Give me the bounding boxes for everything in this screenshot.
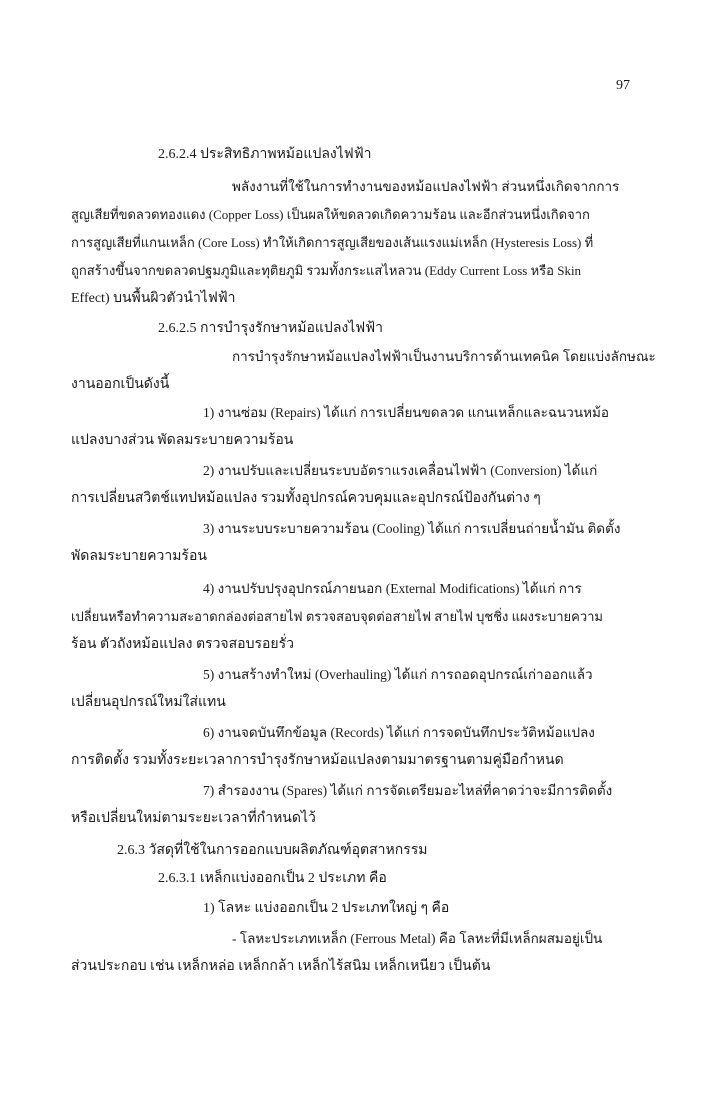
- list-item-1-continuation: แปลงบางส่วน พัดลมระบายความร้อน: [71, 433, 294, 448]
- list-item-4-continuation: เปลี่ยนหรือทำความสะอาดกล่องต่อสายไฟ ตรวจสอบจุดต่อสายไฟ สายไฟ บุชชิ่ง แผงระบายความ: [71, 609, 603, 624]
- heading-2-6-3-1: 2.6.3.1 เหล็กแบ่งออกเป็น 2 ประเภท คือ: [158, 871, 387, 886]
- list-item-5-continuation: เปลี่ยนอุปกรณ์ใหม่ใส่แทน: [71, 695, 226, 710]
- paragraph-line: Effect) บนพื้นผิวตัวนำไฟฟ้า: [71, 291, 236, 306]
- list-item-6: 6) งานจดบันทึกข้อมูล (Records) ได้แก่ การจดบันทึกประวัติหม้อแปลง: [203, 725, 595, 740]
- list-item-6-continuation: การติดตั้ง รวมทั้งระยะเวลาการบำรุงรักษาหม้อแปลงตามมาตรฐานตามคู่มือกำหนด: [71, 753, 564, 768]
- list-item-2: 2) งานปรับและเปลี่ยนระบบอัตราแรงเคลื่อนไฟฟ้า (Conversion) ได้แก่: [203, 463, 598, 478]
- list-item-2-continuation: การเปลี่ยนสวิตช์แทปหม้อแปลง รวมทั้งอุปกรณ์ควบคุมและอุปกรณ์ป้องกันต่าง ๆ: [71, 491, 541, 506]
- paragraph-line: การบำรุงรักษาหม้อแปลงไฟฟ้าเป็นงานบริการด้านเทคนิค โดยแบ่งลักษณะ: [232, 349, 656, 364]
- list-item-4-continuation: ร้อน ตัวถังหม้อแปลง ตรวจสอบรอยรั่ว: [71, 637, 294, 652]
- list-item-1: 1) งานซ่อม (Repairs) ได้แก่ การเปลี่ยนขดลวด แกนเหล็กและฉนวนหม้อ: [203, 405, 609, 420]
- list-item-3-continuation: พัดลมระบายความร้อน: [71, 549, 207, 564]
- list-item-7: 7) สำรองงาน (Spares) ได้แก่ การจัดเตรียมอะไหล่ที่คาดว่าจะมีการติดตั้ง: [203, 783, 613, 798]
- paragraph-line: การสูญเสียที่แกนเหล็ก (Core Loss) ทำให้เกิดการสูญเสียของเส้นแรงแม่เหล็ก (Hysteresis Loss) ที่: [71, 235, 594, 250]
- heading-2-6-3: 2.6.3 วัสดุที่ใช้ในการออกแบบผลิตภัณฑ์อุตสาหกรรม: [117, 843, 428, 858]
- page-number: 97: [616, 78, 630, 93]
- list-item-3: 3) งานระบบระบายความร้อน (Cooling) ได้แก่ การเปลี่ยนถ่ายน้ำมัน ติดตั้ง: [203, 521, 621, 536]
- paragraph-line: งานออกเป็นดังนี้: [71, 377, 170, 392]
- sub-list-item-1: 1) โลหะ แบ่งออกเป็น 2 ประเภทใหญ่ ๆ คือ: [203, 901, 450, 916]
- heading-2-6-2-5: 2.6.2.5 การบำรุงรักษาหม้อแปลงไฟฟ้า: [158, 321, 383, 336]
- bullet-item: - โลหะประเภทเหล็ก (Ferrous Metal) คือ โลหะที่มีเหล็กผสมอยู่เป็น: [232, 931, 603, 946]
- list-item-5: 5) งานสร้างทำใหม่ (Overhauling) ได้แก่ การถอดอุปกรณ์เก่าออกแล้ว: [203, 667, 593, 682]
- paragraph-line: พลังงานที่ใช้ในการทำงานของหม้อแปลงไฟฟ้า ส่วนหนึ่งเกิดจากการ: [232, 179, 620, 194]
- list-item-7-continuation: หรือเปลี่ยนใหม่ตามระยะเวลาที่กำหนดไว้: [71, 811, 316, 826]
- list-item-4: 4) งานปรับปรุงอุปกรณ์ภายนอก (External Modifications) ได้แก่ การ: [203, 581, 582, 596]
- paragraph-line: ถูกสร้างขึ้นจากขดลวดปฐมภูมิและทุติยภูมิ รวมทั้งกระแสไหลวน (Eddy Current Loss หรือ Skin: [71, 263, 582, 278]
- heading-2-6-2-4: 2.6.2.4 ประสิทธิภาพหม้อแปลงไฟฟ้า: [158, 147, 372, 162]
- paragraph-line: สูญเสียที่ขดลวดทองแดง (Copper Loss) เป็นผลให้ขดลวดเกิดความร้อน และอีกส่วนหนึ่งเกิดจาก: [71, 207, 590, 222]
- bullet-item-continuation: ส่วนประกอบ เช่น เหล็กหล่อ เหล็กกล้า เหล็กไร้สนิม เหล็กเหนียว เป็นต้น: [71, 959, 491, 974]
